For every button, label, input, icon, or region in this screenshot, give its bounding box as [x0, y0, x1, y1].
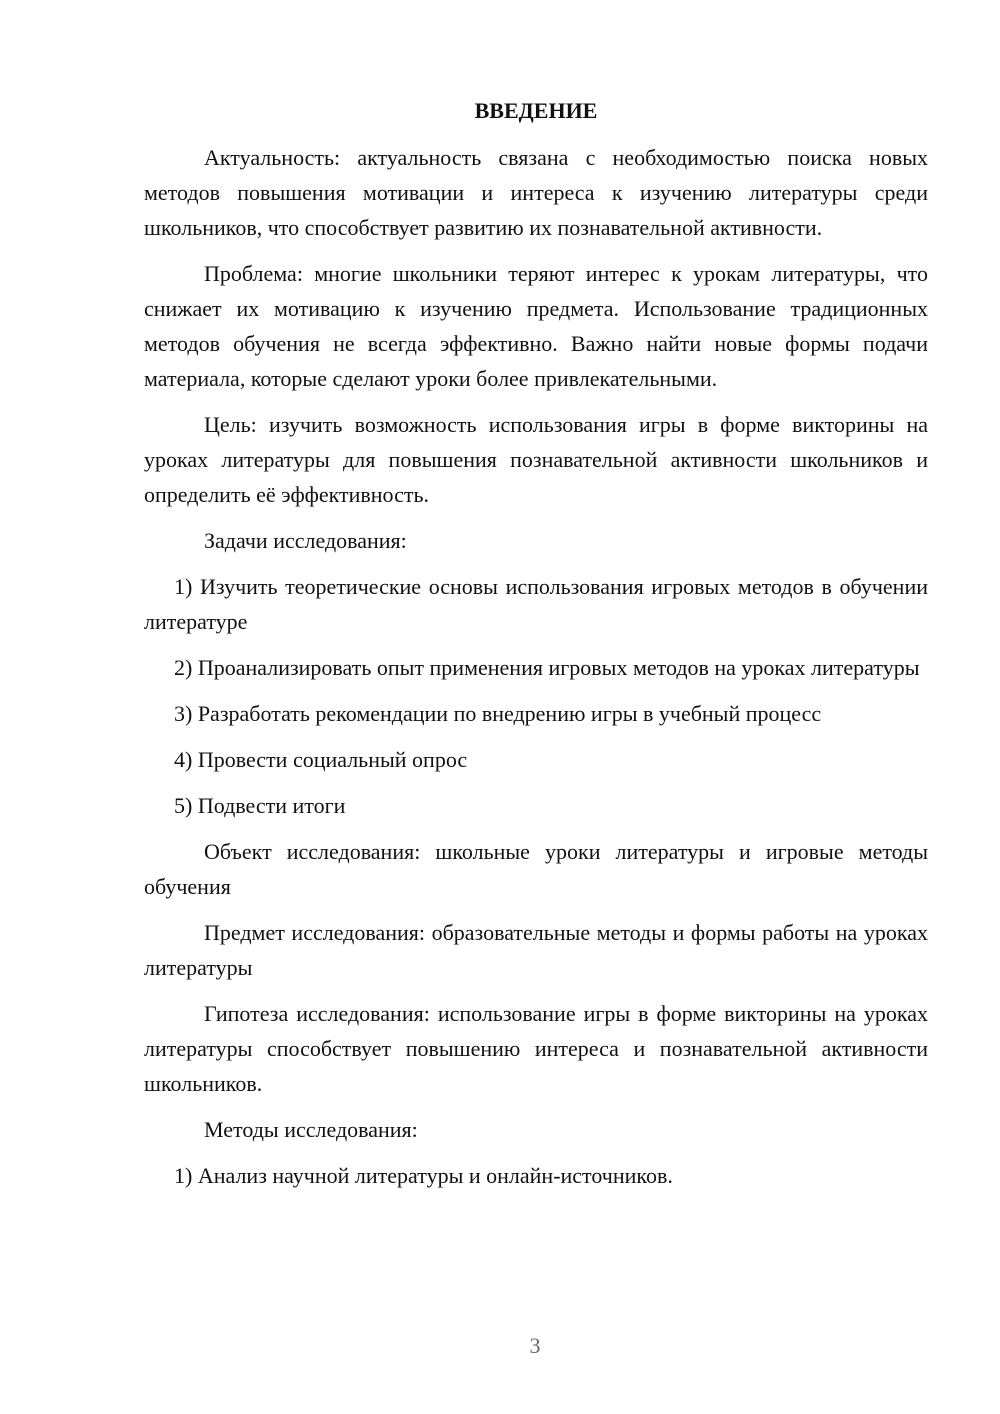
task-item: 3) Разработать рекомендации по внедрению игры в учебный процесс	[174, 701, 822, 726]
method-item: 1) Анализ научной литературы и онлайн-источников.	[174, 1163, 673, 1188]
task-item: 2) Проанализировать опыт применения игровых методов на уроках литературы	[174, 655, 920, 680]
relevance-paragraph: Актуальность: актуальность связана с необходимостью поиска новых методов повышения мотивации и интереса к изучению литературы среди школьников, что способствует развитию их познавательной активности.	[144, 145, 928, 240]
hypothesis-paragraph: Гипотеза исследования: использование игры в форме викторины на уроках литературы способствует повышению интереса и познавательной активности школьников.	[144, 1001, 928, 1096]
subject-paragraph: Предмет исследования: образовательные методы и формы работы на уроках литературы	[144, 920, 928, 980]
methods-heading: Методы исследования:	[204, 1117, 418, 1142]
object-paragraph: Объект исследования: школьные уроки литературы и игровые методы обучения	[144, 839, 928, 899]
tasks-heading: Задачи исследования:	[204, 528, 407, 553]
task-item: 4) Провести социальный опрос	[174, 747, 468, 772]
section-title: ВВЕДЕНИЕ	[474, 98, 598, 123]
problem-paragraph: Проблема: многие школьники теряют интерес к урокам литературы, что снижает их мотивацию к изучению предмета. Использование традиционных методов обучения не всегда эффективно. Важно найти новые формы подачи материала, которые сделают уроки более привлекательными.	[144, 261, 928, 391]
page-content	[144, 94, 928, 1204]
task-item: 5) Подвести итоги	[174, 793, 346, 818]
page-number: 3	[529, 1333, 541, 1358]
goal-paragraph: Цель: изучить возможность использования игры в форме викторины на уроках литературы для повышения познавательной активности школьников и определить её эффективность.	[144, 412, 928, 507]
task-item: 1) Изучить теоретические основы использования игровых методов в обучении литературе	[144, 574, 928, 634]
